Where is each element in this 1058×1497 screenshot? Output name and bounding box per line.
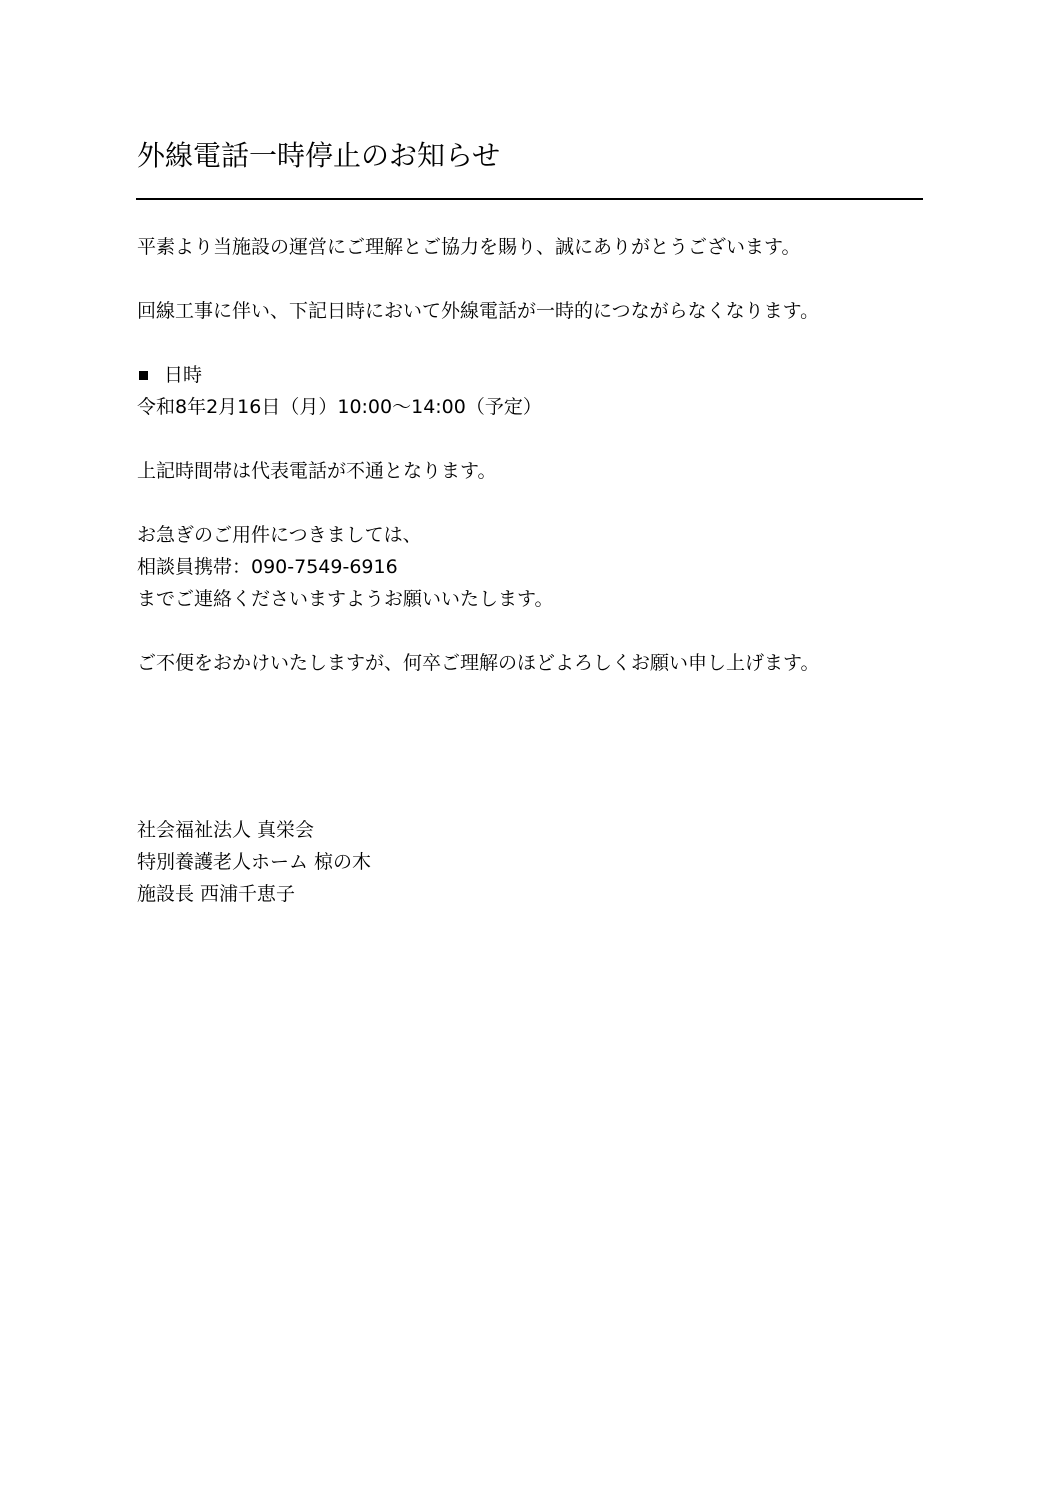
signature-facility: 特別養護老人ホーム 椋の木	[137, 851, 372, 873]
notice-text: 回線工事に伴い、下記日時において外線電話が一時的につながらなくなります。	[137, 300, 820, 322]
contact-request-text: までご連絡くださいますようお願いいたします。	[137, 588, 554, 610]
signature-organization: 社会福祉法人 真栄会	[137, 819, 315, 841]
contact-phone-text: 相談員携帯：090-7549-6916	[137, 556, 398, 578]
schedule-heading-label: 日時	[164, 364, 203, 386]
page-title: 外線電話一時停止のお知らせ	[137, 139, 501, 172]
urgent-intro-text: お急ぎのご用件につきましては、	[137, 524, 422, 546]
impact-text: 上記時間帯は代表電話が不通となります。	[137, 460, 497, 482]
schedule-value: 令和8年2月16日（月）10:00～14:00（予定）	[137, 396, 542, 418]
signature-director: 施設長 西浦千恵子	[137, 883, 296, 905]
greeting-text: 平素より当施設の運営にご理解とご協力を賜り、誠にありがとうございます。	[137, 236, 801, 258]
apology-text: ご不便をおかけいたしますが、何卒ご理解のほどよろしくお願い申し上げます。	[137, 652, 820, 674]
schedule-heading	[137, 361, 202, 389]
title-divider	[136, 198, 923, 200]
square-bullet-icon	[139, 371, 148, 380]
